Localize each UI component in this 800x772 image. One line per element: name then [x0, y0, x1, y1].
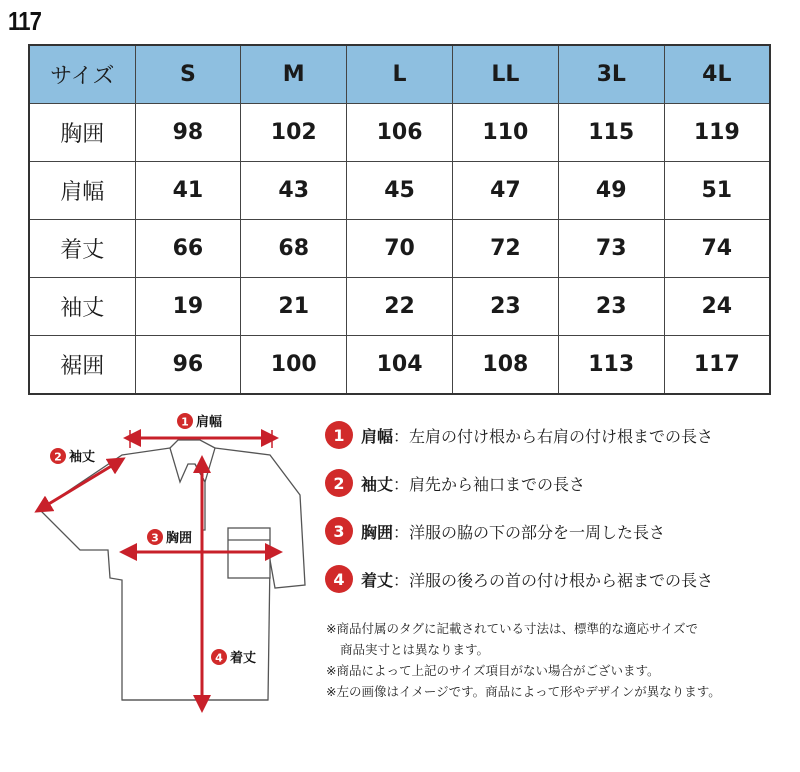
product-code: 117 — [8, 6, 42, 36]
number-badge: 2 — [325, 469, 353, 497]
svg-text:袖丈: 袖丈 — [69, 450, 96, 465]
note-line: ※商品付属のタグに記載されている寸法は、標準的な適応サイズで — [326, 621, 698, 636]
legend-label: 胸囲 — [361, 522, 394, 542]
legend-description: ：洋服の後ろの首の付け根から裾までの長さ — [393, 570, 714, 590]
shoulder-label — [177, 413, 222, 430]
table-cell: 23 — [452, 278, 558, 336]
table-cell: 72 — [452, 220, 558, 278]
legend-description: ：肩先から袖口までの長さ — [393, 474, 586, 494]
measurement-legend — [325, 420, 795, 612]
table-cell: 110 — [452, 104, 558, 162]
table-cell: 49 — [558, 162, 664, 220]
svg-text:胸囲: 胸囲 — [166, 531, 193, 546]
table-cell: 115 — [558, 104, 664, 162]
legend-label: 着丈 — [361, 570, 394, 590]
table-cell: 23 — [558, 278, 664, 336]
sleeve-label — [50, 448, 95, 465]
number-badge: 3 — [325, 517, 353, 545]
table-row — [29, 278, 770, 336]
note-line: 商品実寸とは異なります。 — [340, 642, 490, 657]
table-cell: 73 — [558, 220, 664, 278]
table-cell: 98 — [135, 104, 241, 162]
table-row — [29, 336, 770, 395]
table-row — [29, 104, 770, 162]
table-cell: 21 — [241, 278, 347, 336]
size-col-header: M — [241, 45, 347, 104]
svg-text:4: 4 — [215, 651, 223, 665]
legend-item — [325, 516, 795, 546]
table-cell: 74 — [664, 220, 770, 278]
shirt-diagram — [30, 400, 320, 720]
size-header-row — [29, 45, 770, 104]
svg-text:1: 1 — [181, 415, 189, 429]
size-col-header: 3L — [558, 45, 664, 104]
row-label: 肩幅 — [29, 162, 135, 220]
table-cell: 102 — [241, 104, 347, 162]
legend-label: 袖丈 — [361, 474, 394, 494]
shirt-outline — [40, 440, 305, 700]
table-cell: 113 — [558, 336, 664, 395]
table-cell: 47 — [452, 162, 558, 220]
table-cell: 104 — [347, 336, 453, 395]
table-cell: 19 — [135, 278, 241, 336]
table-cell: 117 — [664, 336, 770, 395]
legend-label: 肩幅 — [361, 426, 394, 446]
svg-text:2: 2 — [54, 450, 62, 464]
legend-item — [325, 564, 795, 594]
table-cell: 45 — [347, 162, 453, 220]
size-col-header: LL — [452, 45, 558, 104]
row-label: 裾囲 — [29, 336, 135, 395]
row-label: 袖丈 — [29, 278, 135, 336]
number-badge: 1 — [325, 421, 353, 449]
table-cell: 108 — [452, 336, 558, 395]
note-line: ※左の画像はイメージです。商品によって形やデザインが異なります。 — [326, 684, 721, 699]
table-cell: 43 — [241, 162, 347, 220]
row-label: 胸囲 — [29, 104, 135, 162]
row-label: 着丈 — [29, 220, 135, 278]
legend-description: ：左肩の付け根から右肩の付け根までの長さ — [393, 426, 714, 446]
notes — [326, 618, 796, 702]
legend-item — [325, 420, 795, 450]
size-col-header: L — [347, 45, 453, 104]
number-badge: 4 — [325, 565, 353, 593]
table-cell: 106 — [347, 104, 453, 162]
table-row — [29, 162, 770, 220]
table-row — [29, 220, 770, 278]
table-cell: 51 — [664, 162, 770, 220]
table-cell: 100 — [241, 336, 347, 395]
table-cell: 66 — [135, 220, 241, 278]
note-line: ※商品によって上記のサイズ項目がない場合がございます。 — [326, 663, 660, 678]
table-cell: 41 — [135, 162, 241, 220]
size-table — [28, 44, 771, 395]
table-cell: 22 — [347, 278, 453, 336]
table-cell: 96 — [135, 336, 241, 395]
table-cell: 24 — [664, 278, 770, 336]
size-col-header: S — [135, 45, 241, 104]
legend-item — [325, 468, 795, 498]
size-col-header: 4L — [664, 45, 770, 104]
table-cell: 70 — [347, 220, 453, 278]
svg-text:肩幅: 肩幅 — [196, 415, 223, 430]
table-cell: 68 — [241, 220, 347, 278]
table-cell: 119 — [664, 104, 770, 162]
svg-text:3: 3 — [151, 531, 159, 545]
svg-text:着丈: 着丈 — [230, 651, 257, 666]
size-header-label: サイズ — [29, 45, 135, 104]
chest-label — [147, 529, 192, 546]
legend-description: ：洋服の脇の下の部分を一周した長さ — [393, 522, 666, 542]
length-label — [211, 649, 256, 666]
